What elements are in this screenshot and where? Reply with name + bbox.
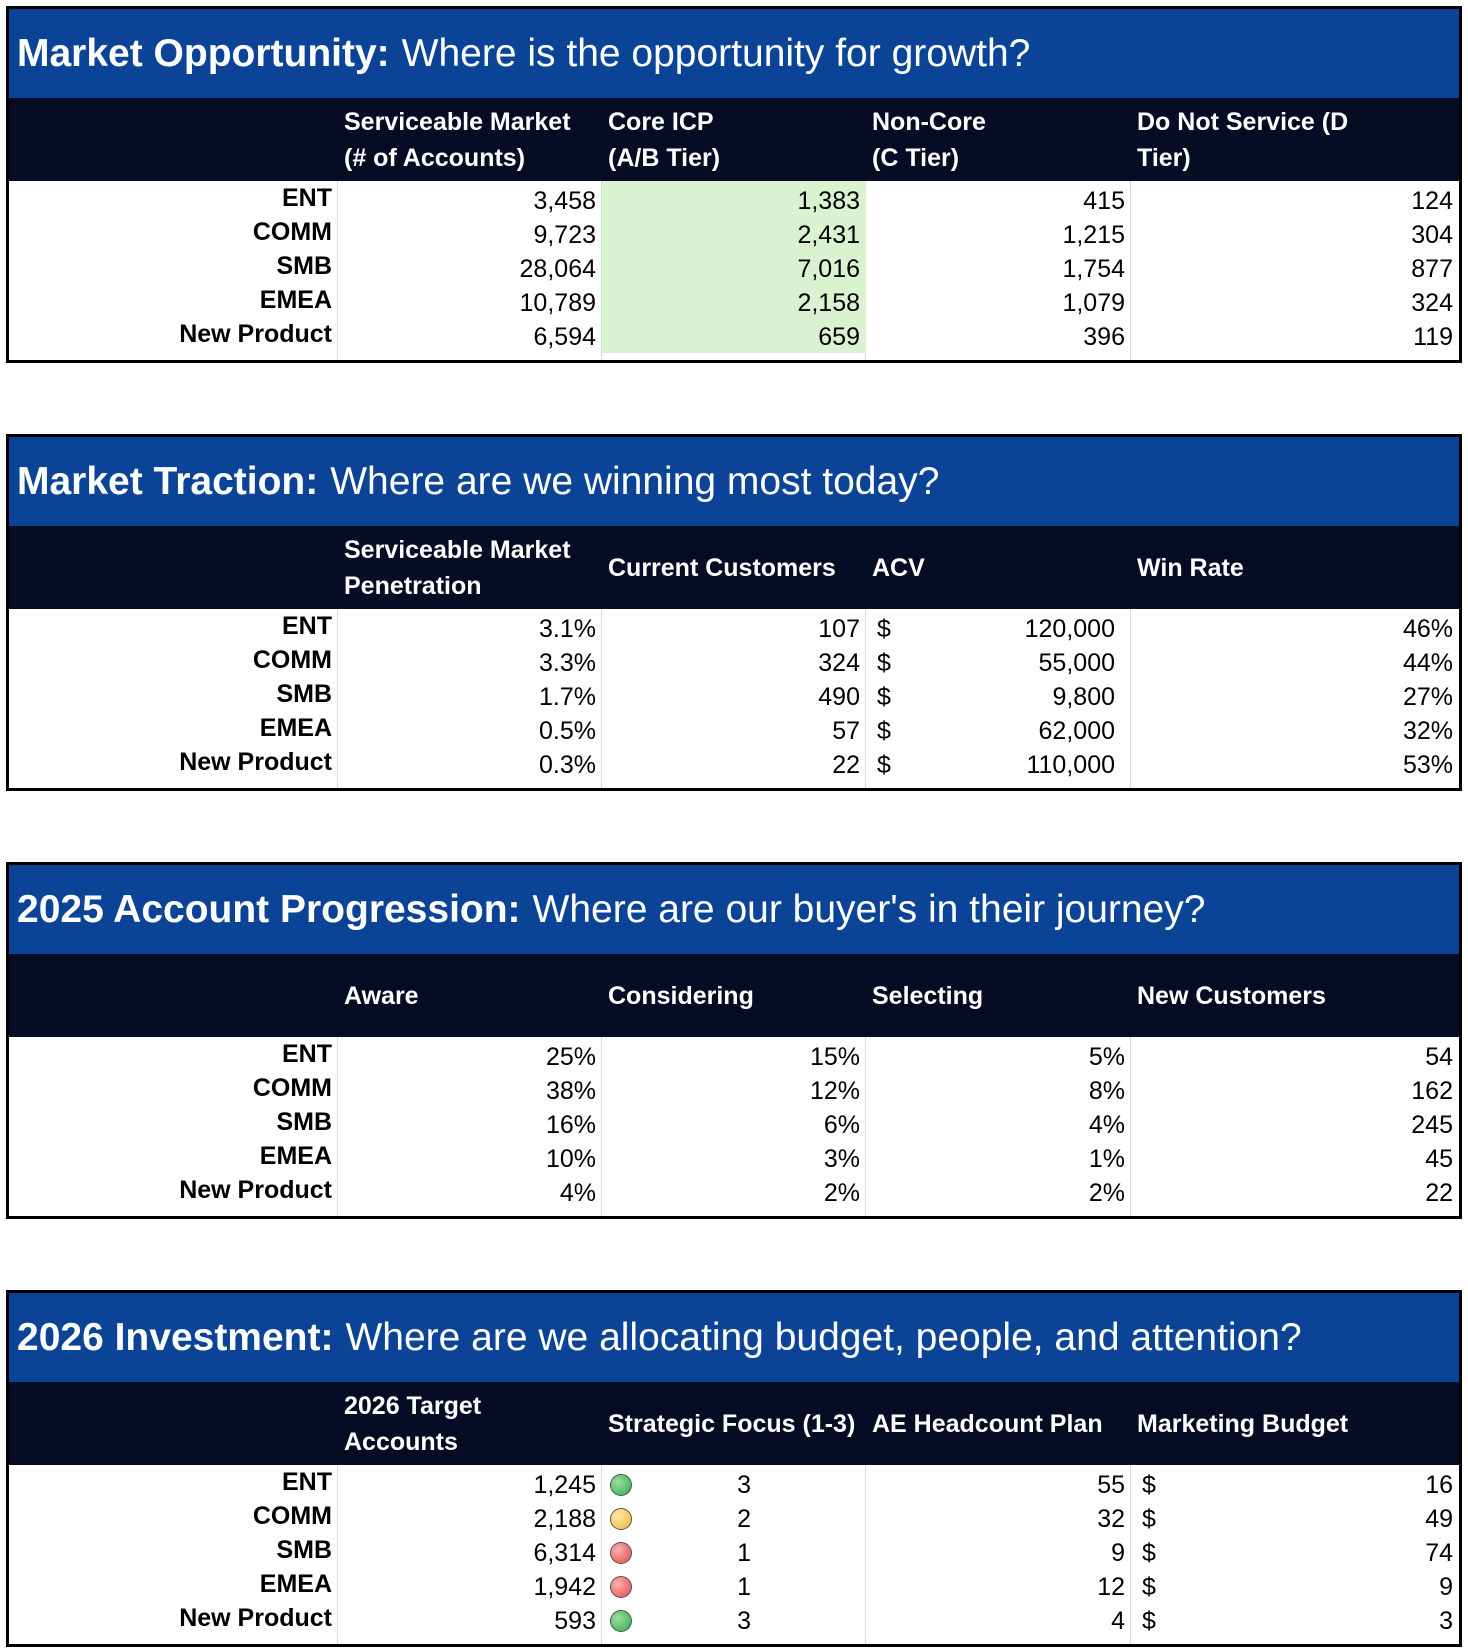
data-rows: [9, 1037, 1459, 1216]
cell-value: 110,000: [1026, 751, 1115, 779]
row-label: COMM: [252, 646, 332, 674]
row-label: ENT: [282, 1468, 332, 1496]
cell-value: 324: [818, 649, 860, 677]
column-header-row: [9, 954, 1459, 1037]
header-serviceable-market: Serviceable Market (# of Accounts): [344, 107, 571, 172]
header-do-not-service: Do Not Service (D Tier): [1137, 107, 1349, 172]
table-row: [9, 1073, 1459, 1109]
table-row: [9, 679, 1459, 715]
cell-value: 245: [1411, 1111, 1453, 1139]
cell-value: 2,431: [602, 217, 866, 253]
cell-value: 3: [737, 1471, 751, 1499]
header-considering: Considering: [608, 981, 754, 1010]
table-row: [9, 645, 1459, 681]
currency-symbol: $: [877, 717, 891, 745]
cell-value: 659: [602, 319, 866, 353]
cell-value: 7,016: [602, 251, 866, 287]
cell-value: 55,000: [1038, 649, 1115, 677]
cell-value: 415: [1083, 187, 1125, 215]
row-label: SMB: [276, 1108, 332, 1136]
cell-value: 1,942: [533, 1573, 596, 1601]
row-label: SMB: [276, 1536, 332, 1564]
table-row: [9, 1039, 1459, 1075]
cell-value: 12%: [809, 1077, 860, 1105]
cell-value: 2,188: [533, 1505, 596, 1533]
cell-value: 9,800: [1052, 683, 1115, 711]
cell-value: 32: [1097, 1505, 1125, 1533]
cell-value: 1,754: [1062, 255, 1125, 283]
cell-value: 3: [737, 1607, 751, 1635]
currency-symbol: $: [877, 683, 891, 711]
cell-value: 304: [1411, 221, 1453, 249]
header-new-customers: New Customers: [1137, 981, 1326, 1010]
cell-value: 107: [818, 615, 860, 643]
column-header-row: [9, 98, 1459, 181]
currency-symbol: $: [877, 615, 891, 643]
cell-value: 877: [1411, 255, 1453, 283]
cell-value: 8%: [1088, 1077, 1125, 1105]
cell-value: 3.3%: [539, 649, 596, 677]
market-opportunity-section: [6, 6, 1462, 363]
table-row: [9, 1501, 1459, 1537]
cell-value: 593: [554, 1607, 596, 1635]
section-title-bold: 2026 Investment:: [17, 1315, 334, 1359]
cell-value: 16%: [545, 1111, 596, 1139]
row-label: EMEA: [259, 1142, 332, 1170]
cell-value: 1,245: [533, 1471, 596, 1499]
cell-value: 4%: [559, 1179, 596, 1207]
table-row: [9, 183, 1459, 219]
header-ae-headcount: AE Headcount Plan: [872, 1409, 1103, 1438]
data-rows: [9, 1465, 1459, 1644]
cell-value: 32%: [1402, 717, 1453, 745]
cell-value: 4%: [1088, 1111, 1125, 1139]
cell-value: 1: [737, 1539, 751, 1567]
header-strategic-focus: Strategic Focus (1-3): [608, 1409, 856, 1438]
cell-value: 27%: [1402, 683, 1453, 711]
table-row: [9, 217, 1459, 253]
table-row: [9, 1535, 1459, 1571]
table-row: [9, 1603, 1459, 1639]
table-row: [9, 319, 1459, 355]
cell-value: 46%: [1402, 615, 1453, 643]
header-selecting: Selecting: [872, 981, 984, 1010]
cell-value: 22: [1425, 1179, 1453, 1207]
cell-value: 53%: [1402, 751, 1453, 779]
section-banner: [9, 1293, 1459, 1382]
table-row: [9, 1175, 1459, 1211]
cell-value: 6,594: [533, 323, 596, 351]
row-label: SMB: [276, 252, 332, 280]
row-label: EMEA: [259, 714, 332, 742]
cell-value: 12: [1097, 1573, 1125, 1601]
investment-section: [6, 1290, 1462, 1647]
cell-value: 1: [737, 1573, 751, 1601]
cell-value: 2: [737, 1505, 751, 1533]
cell-value: 22: [832, 751, 860, 779]
cell-value: 3%: [823, 1145, 860, 1173]
cell-value: 120,000: [1024, 615, 1115, 643]
cell-value: 1%: [1088, 1145, 1125, 1173]
header-marketing-budget: Marketing Budget: [1137, 1409, 1349, 1438]
cell-value: 2%: [823, 1179, 860, 1207]
header-aware: Aware: [344, 981, 419, 1010]
header-acv: ACV: [872, 553, 925, 582]
table-row: [9, 1467, 1459, 1503]
column-header-row: [9, 526, 1459, 609]
table-row: [9, 1107, 1459, 1143]
row-label: EMEA: [259, 1570, 332, 1598]
currency-symbol: $: [1142, 1539, 1156, 1567]
cell-value: 124: [1411, 187, 1453, 215]
table-row: [9, 611, 1459, 647]
cell-value: 74: [1425, 1539, 1453, 1567]
cell-value: 28,064: [519, 255, 596, 283]
cell-value: 396: [1083, 323, 1125, 351]
row-label: New Product: [179, 320, 332, 348]
cell-value: 162: [1411, 1077, 1453, 1105]
section-title-bold: 2025 Account Progression:: [17, 887, 521, 931]
cell-value: 5%: [1088, 1043, 1125, 1071]
cell-value: 45: [1425, 1145, 1453, 1173]
data-rows: [9, 609, 1459, 788]
table-row: [9, 285, 1459, 321]
cell-value: 9: [1111, 1539, 1125, 1567]
cell-value: 2,158: [602, 285, 866, 321]
cell-value: 0.3%: [539, 751, 596, 779]
header-penetration: Serviceable Market Penetration: [344, 535, 571, 600]
section-title-rest: Where is the opportunity for growth?: [401, 31, 1031, 75]
section-title-rest: Where are we winning most today?: [330, 459, 940, 503]
cell-value: 1.7%: [539, 683, 596, 711]
section-title-rest: Where are our buyer's in their journey?: [532, 887, 1206, 931]
section-banner: [9, 9, 1459, 98]
cell-value: 15%: [809, 1043, 860, 1071]
row-label: COMM: [252, 1074, 332, 1102]
header-target-accounts: 2026 Target Accounts: [344, 1391, 482, 1456]
cell-value: 3: [1439, 1607, 1453, 1635]
cell-value: 3,458: [533, 187, 596, 215]
section-banner: [9, 865, 1459, 954]
row-label: COMM: [252, 1502, 332, 1530]
table-row: [9, 1569, 1459, 1605]
market-traction-section: [6, 434, 1462, 791]
cell-value: 9: [1439, 1573, 1453, 1601]
table-row: [9, 713, 1459, 749]
cell-value: 57: [832, 717, 860, 745]
cell-value: 10,789: [519, 289, 596, 317]
row-label: ENT: [282, 1040, 332, 1068]
cell-value: 490: [818, 683, 860, 711]
currency-symbol: $: [877, 649, 891, 677]
cell-value: 3.1%: [539, 615, 596, 643]
cell-value: 324: [1411, 289, 1453, 317]
cell-value: 62,000: [1038, 717, 1115, 745]
row-label: New Product: [179, 748, 332, 776]
currency-symbol: $: [877, 751, 891, 779]
cell-value: 1,079: [1062, 289, 1125, 317]
data-rows: [9, 181, 1459, 360]
cell-value: 9,723: [533, 221, 596, 249]
cell-value: 10%: [545, 1145, 596, 1173]
cell-value: 2%: [1088, 1179, 1125, 1207]
header-win-rate: Win Rate: [1137, 553, 1244, 582]
row-label: ENT: [282, 184, 332, 212]
cell-value: 44%: [1402, 649, 1453, 677]
cell-value: 6,314: [533, 1539, 596, 1567]
section-title-bold: Market Opportunity:: [17, 31, 390, 75]
cell-value: 25%: [545, 1043, 596, 1071]
table-row: [9, 1141, 1459, 1177]
header-core-icp: Core ICP (A/B Tier): [608, 107, 721, 172]
currency-symbol: $: [1142, 1573, 1156, 1601]
row-label: COMM: [252, 218, 332, 246]
section-title-bold: Market Traction:: [17, 459, 319, 503]
cell-value: 1,383: [602, 181, 866, 219]
table-row: [9, 747, 1459, 783]
table-row: [9, 251, 1459, 287]
cell-value: 49: [1425, 1505, 1453, 1533]
account-progression-section: [6, 862, 1462, 1219]
cell-value: 6%: [823, 1111, 860, 1139]
cell-value: 0.5%: [539, 717, 596, 745]
cell-value: 16: [1425, 1471, 1453, 1499]
currency-symbol: $: [1142, 1607, 1156, 1635]
cell-value: 4: [1111, 1607, 1125, 1635]
row-label: EMEA: [259, 286, 332, 314]
header-current-customers: Current Customers: [608, 553, 836, 582]
row-label: New Product: [179, 1176, 332, 1204]
currency-symbol: $: [1142, 1471, 1156, 1499]
cell-value: 54: [1425, 1043, 1453, 1071]
column-header-row: [9, 1382, 1459, 1465]
section-banner: [9, 437, 1459, 526]
row-label: ENT: [282, 612, 332, 640]
cell-value: 38%: [545, 1077, 596, 1105]
row-label: SMB: [276, 680, 332, 708]
cell-value: 119: [1413, 323, 1453, 351]
header-non-core: Non-Core (C Tier): [872, 107, 986, 172]
cell-value: 55: [1097, 1471, 1125, 1499]
section-title-rest: Where are we allocating budget, people, and attention?: [345, 1315, 1302, 1359]
currency-symbol: $: [1142, 1505, 1156, 1533]
cell-value: 1,215: [1062, 221, 1125, 249]
row-label: New Product: [179, 1604, 332, 1632]
